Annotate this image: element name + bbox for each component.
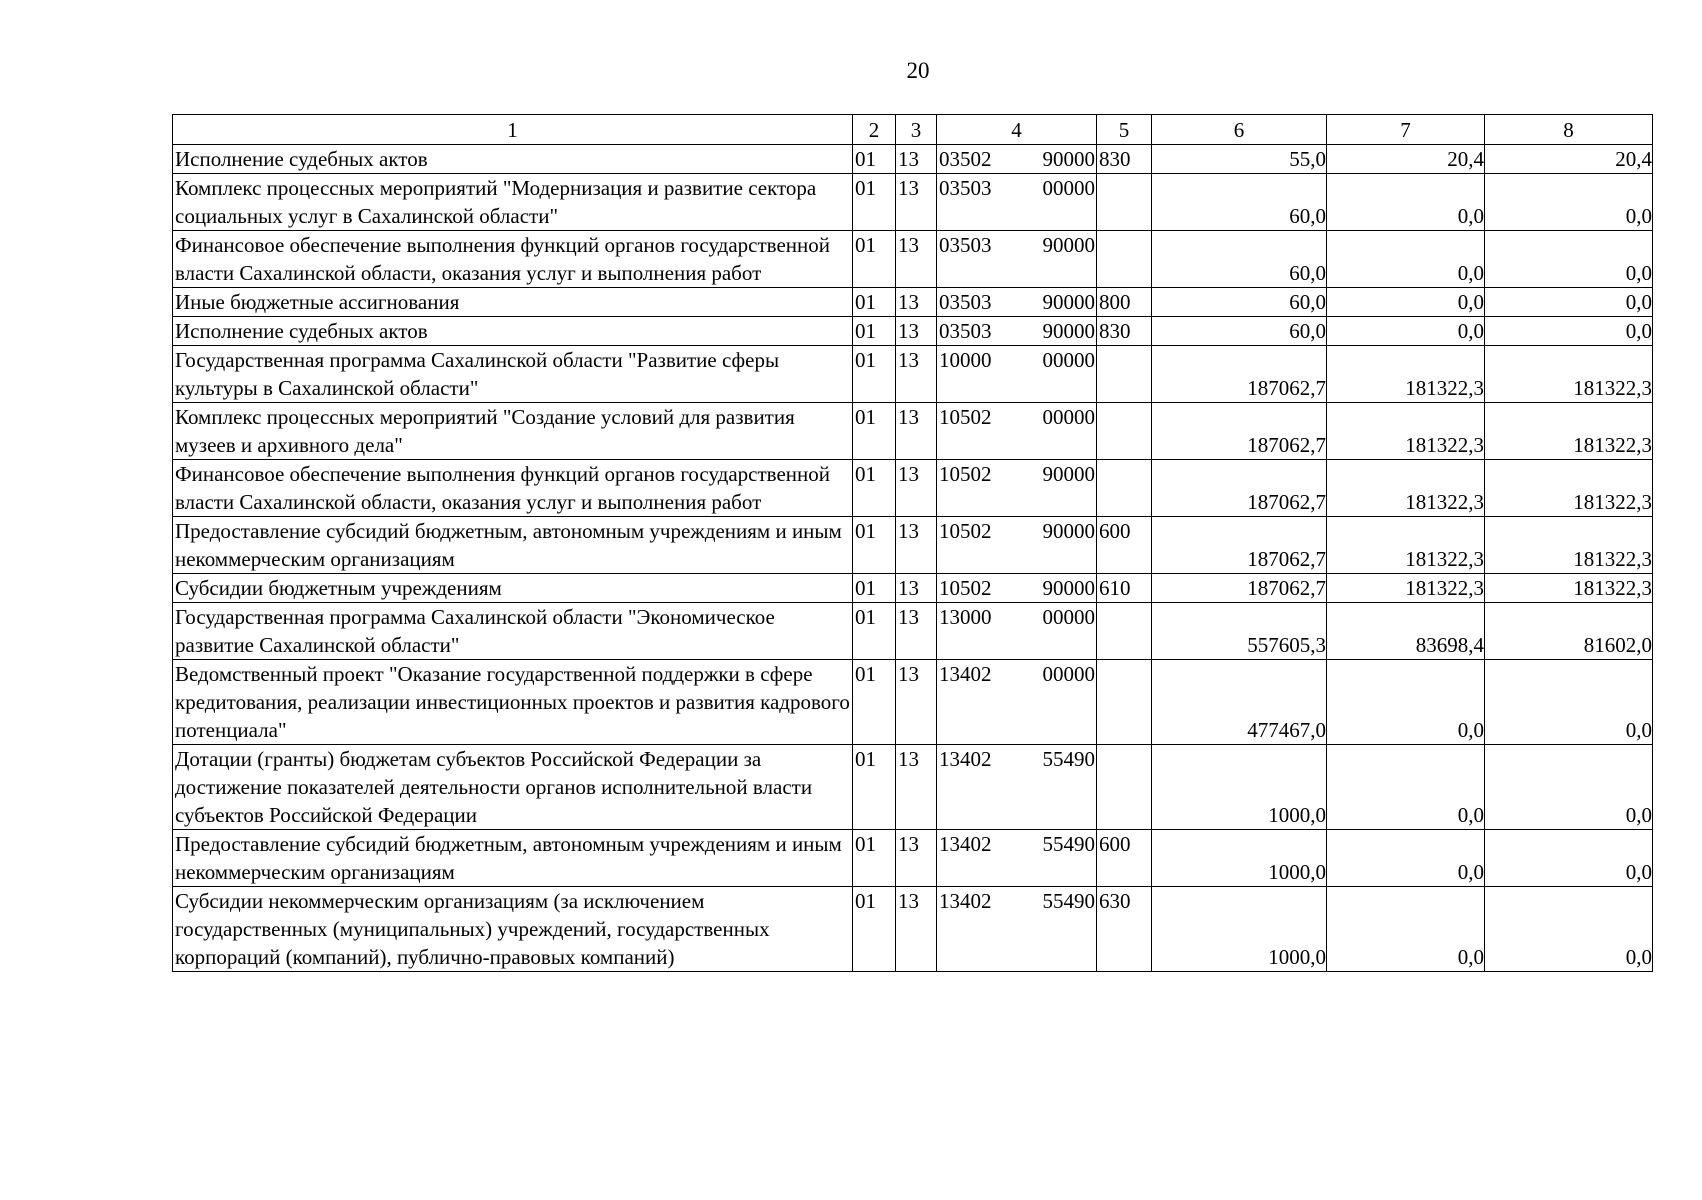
- expense-type-cell: [1097, 460, 1152, 517]
- row-name-cell: Исполнение судебных актов: [173, 145, 853, 174]
- amount-col8-cell: 181322,3: [1485, 574, 1653, 603]
- table-row: [173, 460, 1653, 517]
- expense-type-cell: [1097, 403, 1152, 460]
- target-article-program-code: 13402: [939, 747, 992, 771]
- table-row: [173, 174, 1653, 231]
- table-row: [173, 660, 1653, 745]
- expense-type-cell: [1097, 660, 1152, 745]
- target-article-program-code: 10502: [939, 576, 992, 600]
- amount-col8-cell: 181322,3: [1485, 517, 1653, 574]
- target-article-cell: [937, 887, 1097, 972]
- target-article-program-code: 03503: [939, 319, 992, 343]
- amount-col7-cell: 181322,3: [1327, 517, 1485, 574]
- row-name-cell: Государственная программа Сахалинской области "Экономическое развитие Сахалинской области": [173, 603, 853, 660]
- amount-col8-cell: 181322,3: [1485, 460, 1653, 517]
- target-article-direction-code: 55490: [1042, 832, 1095, 856]
- target-article-direction-code: 00000: [1042, 605, 1095, 629]
- row-name-cell: Предоставление субсидий бюджетным, автономным учреждениям и иным некоммерческим организациям: [173, 830, 853, 887]
- table-row: [173, 145, 1653, 174]
- target-article-program-code: 03503: [939, 290, 992, 314]
- budget-table: [172, 114, 1653, 972]
- section-code-cell: 01: [853, 660, 896, 745]
- amount-col7-cell: 0,0: [1327, 174, 1485, 231]
- table-header-row: [173, 115, 1653, 145]
- amount-col8-cell: 0,0: [1485, 231, 1653, 288]
- section-code-cell: 01: [853, 231, 896, 288]
- target-article-cell: [937, 174, 1097, 231]
- table-row: [173, 288, 1653, 317]
- section-code-cell: 01: [853, 603, 896, 660]
- table-row: [173, 317, 1653, 346]
- target-article-direction-code: 00000: [1042, 176, 1095, 200]
- amount-col6-cell: 187062,7: [1152, 346, 1327, 403]
- amount-col7-cell: 181322,3: [1327, 403, 1485, 460]
- amount-col7-cell: 0,0: [1327, 830, 1485, 887]
- amount-col8-cell: 0,0: [1485, 660, 1653, 745]
- target-article-cell: [937, 346, 1097, 403]
- target-article-program-code: 03503: [939, 176, 992, 200]
- header-cell: 4: [937, 115, 1097, 145]
- amount-col7-cell: 181322,3: [1327, 460, 1485, 517]
- target-article-program-code: 13402: [939, 832, 992, 856]
- target-article-cell: [937, 231, 1097, 288]
- row-name-cell: Дотации (гранты) бюджетам субъектов Российской Федерации за достижение показателей деятельности органов исполнительной власти субъектов Российской Федерации: [173, 745, 853, 830]
- row-name-cell: Иные бюджетные ассигнования: [173, 288, 853, 317]
- amount-col6-cell: 557605,3: [1152, 603, 1327, 660]
- amount-col7-cell: 181322,3: [1327, 574, 1485, 603]
- target-article-cell: [937, 460, 1097, 517]
- amount-col8-cell: 0,0: [1485, 317, 1653, 346]
- amount-col6-cell: 60,0: [1152, 317, 1327, 346]
- target-article-program-code: 10502: [939, 519, 992, 543]
- row-name-cell: Предоставление субсидий бюджетным, автономным учреждениям и иным некоммерческим организациям: [173, 517, 853, 574]
- table-row: [173, 231, 1653, 288]
- section-code-cell: 01: [853, 174, 896, 231]
- expense-type-cell: 600: [1097, 830, 1152, 887]
- subsection-code-cell: 13: [896, 231, 937, 288]
- header-cell: 7: [1327, 115, 1485, 145]
- subsection-code-cell: 13: [896, 603, 937, 660]
- table-row: [173, 517, 1653, 574]
- amount-col6-cell: 1000,0: [1152, 745, 1327, 830]
- subsection-code-cell: 13: [896, 745, 937, 830]
- expense-type-cell: [1097, 603, 1152, 660]
- subsection-code-cell: 13: [896, 346, 937, 403]
- section-code-cell: 01: [853, 403, 896, 460]
- page-number: 20: [906, 58, 930, 83]
- section-code-cell: 01: [853, 830, 896, 887]
- expense-type-cell: [1097, 174, 1152, 231]
- target-article-direction-code: 90000: [1042, 519, 1095, 543]
- target-article-cell: [937, 745, 1097, 830]
- target-article-direction-code: 55490: [1042, 747, 1095, 771]
- subsection-code-cell: 13: [896, 517, 937, 574]
- amount-col6-cell: 187062,7: [1152, 403, 1327, 460]
- subsection-code-cell: 13: [896, 574, 937, 603]
- amount-col6-cell: 187062,7: [1152, 517, 1327, 574]
- subsection-code-cell: 13: [896, 460, 937, 517]
- expense-type-cell: 630: [1097, 887, 1152, 972]
- target-article-program-code: 10502: [939, 405, 992, 429]
- table-row: [173, 745, 1653, 830]
- section-code-cell: 01: [853, 346, 896, 403]
- header-cell: 1: [173, 115, 853, 145]
- target-article-direction-code: 90000: [1042, 462, 1095, 486]
- amount-col6-cell: 55,0: [1152, 145, 1327, 174]
- target-article-direction-code: 00000: [1042, 662, 1095, 686]
- amount-col7-cell: 83698,4: [1327, 603, 1485, 660]
- subsection-code-cell: 13: [896, 830, 937, 887]
- subsection-code-cell: 13: [896, 887, 937, 972]
- amount-col6-cell: 187062,7: [1152, 574, 1327, 603]
- subsection-code-cell: 13: [896, 174, 937, 231]
- section-code-cell: 01: [853, 460, 896, 517]
- amount-col7-cell: 0,0: [1327, 887, 1485, 972]
- row-name-cell: Комплекс процессных мероприятий "Модернизация и развитие сектора социальных услуг в Сахалинской области": [173, 174, 853, 231]
- target-article-program-code: 10000: [939, 348, 992, 372]
- target-article-cell: [937, 288, 1097, 317]
- amount-col8-cell: 81602,0: [1485, 603, 1653, 660]
- target-article-program-code: 03502: [939, 147, 992, 171]
- row-name-cell: Исполнение судебных актов: [173, 317, 853, 346]
- amount-col6-cell: 60,0: [1152, 231, 1327, 288]
- amount-col8-cell: 0,0: [1485, 830, 1653, 887]
- section-code-cell: 01: [853, 317, 896, 346]
- header-cell: 5: [1097, 115, 1152, 145]
- target-article-cell: [937, 403, 1097, 460]
- expense-type-cell: [1097, 745, 1152, 830]
- amount-col6-cell: 1000,0: [1152, 887, 1327, 972]
- row-name-cell: Ведомственный проект "Оказание государственной поддержки в сфере кредитования, реализации инвестиционных проектов и развития кадрового потенциала": [173, 660, 853, 745]
- header-cell: 6: [1152, 115, 1327, 145]
- table-row: [173, 830, 1653, 887]
- amount-col7-cell: 0,0: [1327, 288, 1485, 317]
- row-name-cell: Субсидии бюджетным учреждениям: [173, 574, 853, 603]
- section-code-cell: 01: [853, 145, 896, 174]
- subsection-code-cell: 13: [896, 288, 937, 317]
- row-name-cell: Государственная программа Сахалинской области "Развитие сферы культуры в Сахалинской области": [173, 346, 853, 403]
- table-row: [173, 574, 1653, 603]
- target-article-direction-code: 90000: [1042, 290, 1095, 314]
- target-article-cell: [937, 317, 1097, 346]
- section-code-cell: 01: [853, 517, 896, 574]
- target-article-cell: [937, 603, 1097, 660]
- table-row: [173, 346, 1653, 403]
- table-row: [173, 887, 1653, 972]
- target-article-program-code: 13402: [939, 662, 992, 686]
- subsection-code-cell: 13: [896, 403, 937, 460]
- subsection-code-cell: 13: [896, 660, 937, 745]
- target-article-cell: [937, 574, 1097, 603]
- target-article-cell: [937, 830, 1097, 887]
- target-article-program-code: 13000: [939, 605, 992, 629]
- amount-col8-cell: 0,0: [1485, 745, 1653, 830]
- amount-col7-cell: 0,0: [1327, 660, 1485, 745]
- target-article-cell: [937, 145, 1097, 174]
- expense-type-cell: 830: [1097, 145, 1152, 174]
- target-article-program-code: 13402: [939, 889, 992, 913]
- subsection-code-cell: 13: [896, 145, 937, 174]
- target-article-direction-code: 90000: [1042, 319, 1095, 343]
- header-cell: 3: [896, 115, 937, 145]
- amount-col6-cell: 60,0: [1152, 174, 1327, 231]
- amount-col6-cell: 187062,7: [1152, 460, 1327, 517]
- expense-type-cell: 600: [1097, 517, 1152, 574]
- target-article-direction-code: 00000: [1042, 348, 1095, 372]
- amount-col8-cell: 181322,3: [1485, 403, 1653, 460]
- target-article-direction-code: 00000: [1042, 405, 1095, 429]
- amount-col8-cell: 0,0: [1485, 288, 1653, 317]
- amount-col8-cell: 20,4: [1485, 145, 1653, 174]
- subsection-code-cell: 13: [896, 317, 937, 346]
- section-code-cell: 01: [853, 887, 896, 972]
- amount-col7-cell: 0,0: [1327, 745, 1485, 830]
- row-name-cell: Финансовое обеспечение выполнения функций органов государственной власти Сахалинской области, оказания услуг и выполнения работ: [173, 460, 853, 517]
- amount-col6-cell: 60,0: [1152, 288, 1327, 317]
- amount-col6-cell: 1000,0: [1152, 830, 1327, 887]
- header-cell: 2: [853, 115, 896, 145]
- amount-col7-cell: 20,4: [1327, 145, 1485, 174]
- amount-col7-cell: 181322,3: [1327, 346, 1485, 403]
- row-name-cell: Финансовое обеспечение выполнения функций органов государственной власти Сахалинской области, оказания услуг и выполнения работ: [173, 231, 853, 288]
- amount-col8-cell: 0,0: [1485, 174, 1653, 231]
- target-article-program-code: 10502: [939, 462, 992, 486]
- section-code-cell: 01: [853, 288, 896, 317]
- target-article-direction-code: 90000: [1042, 576, 1095, 600]
- target-article-program-code: 03503: [939, 233, 992, 257]
- amount-col6-cell: 477467,0: [1152, 660, 1327, 745]
- section-code-cell: 01: [853, 574, 896, 603]
- target-article-direction-code: 90000: [1042, 147, 1095, 171]
- table-row: [173, 603, 1653, 660]
- target-article-cell: [937, 660, 1097, 745]
- row-name-cell: Субсидии некоммерческим организациям (за исключением государственных (муниципальных) учреждений, государственных корпораций (компаний), публично-правовых компаний): [173, 887, 853, 972]
- expense-type-cell: 800: [1097, 288, 1152, 317]
- amount-col8-cell: 0,0: [1485, 887, 1653, 972]
- amount-col7-cell: 0,0: [1327, 231, 1485, 288]
- expense-type-cell: [1097, 231, 1152, 288]
- expense-type-cell: [1097, 346, 1152, 403]
- header-cell: 8: [1485, 115, 1653, 145]
- target-article-direction-code: 55490: [1042, 889, 1095, 913]
- target-article-direction-code: 90000: [1042, 233, 1095, 257]
- amount-col8-cell: 181322,3: [1485, 346, 1653, 403]
- expense-type-cell: 610: [1097, 574, 1152, 603]
- amount-col7-cell: 0,0: [1327, 317, 1485, 346]
- section-code-cell: 01: [853, 745, 896, 830]
- row-name-cell: Комплекс процессных мероприятий "Создание условий для развития музеев и архивного дела": [173, 403, 853, 460]
- table-row: [173, 403, 1653, 460]
- target-article-cell: [937, 517, 1097, 574]
- expense-type-cell: 830: [1097, 317, 1152, 346]
